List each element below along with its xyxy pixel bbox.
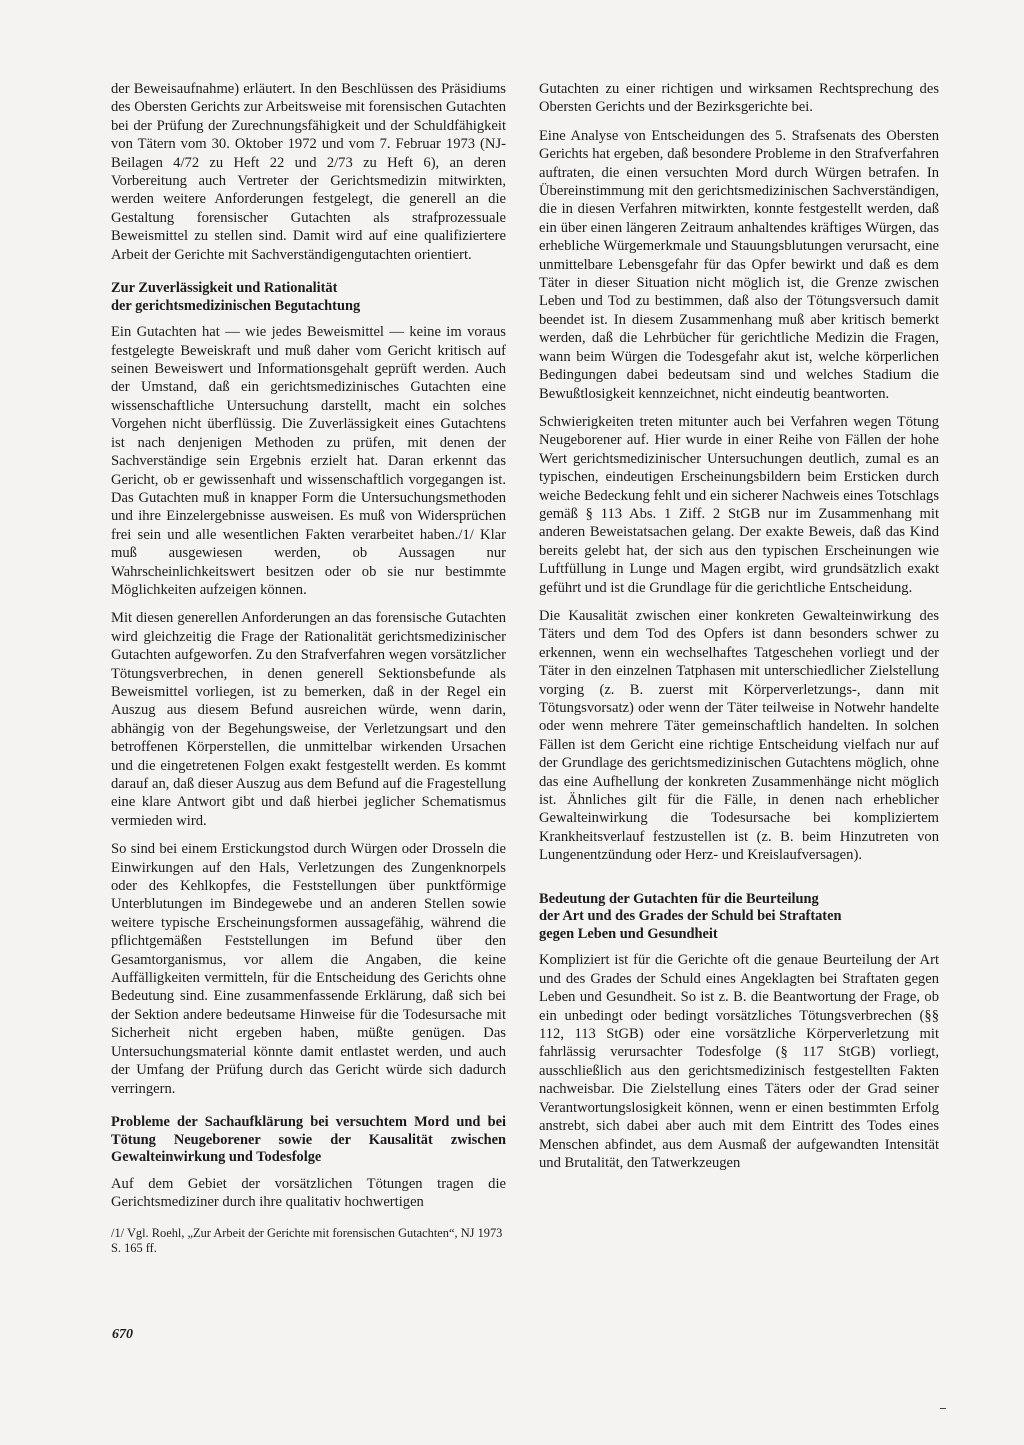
heading-line: gegen Leben und Gesundheit [539,925,718,942]
section-heading [539,891,939,944]
heading-line: Zur Zuverlässigkeit und Rationalität [111,280,338,297]
section-heading [111,280,506,315]
paragraph: Schwierigkeiten treten mitunter auch bei Verfahren wegen Tötung Neugeborener auf. Hier wurde in einer Reihe von Fällen der hohe Wert gerichtsmedizinischer Untersuchungen deutlich, zumal es an typischen, eindeutigen Erscheinungsbildern beim Ersticken durch weiche Bedeckung fehlt und ein sicherer Nachweis eines Totschlags gemäß § 113 Abs. 1 Ziff. 2 StGB nur im Zusammenhang mit anderen Beweistatsachen gelang. Der exakte Beweis, daß das Kind bereits gelebt hat, der sich aus den typischen Erscheinungen wie Luftfüllung in Lunge und Magen ergibt, wird grundsätzlich exakt geführt und ist die Grundlage für die gerichtliche Entscheidung. [539,413,939,596]
heading-line: der Art und des Grades der Schuld bei Straftaten [539,908,842,925]
print-mark [940,1408,946,1409]
footnote: /1/ Vgl. Roehl, „Zur Arbeit der Gerichte mit forensischen Gutachten“, NJ 1973 S. 165 ff. [111,1225,503,1255]
section-heading: Probleme der Sachaufklärung bei versuchtem Mord und bei Tötung Neugeborener sowie der Kausalität zwischen Gewalteinwirkung und Todesfolge [111,1113,506,1166]
paragraph: Gutachten zu einer richtigen und wirksamen Rechtsprechung des Obersten Gerichts und der Bezirksgerichte bei. [539,81,939,116]
paragraph: der Beweisaufnahme) erläutert. In den Beschlüssen des Präsidiums des Obersten Gerichts zur Arbeitsweise mit forensischen Gutachten bei der Prüfung der Zurechnungsfähigkeit und der Schuldfähigkeit von Tätern vom 30. Oktober 1972 und vom 7. Februar 1973 (NJ-Beilagen 4/72 zu Heft 22 und 2/73 zu Heft 6), an deren Vorbereitung auch Vertreter der Gerichtsmedizin mitwirkten, werden weitere Anforderungen festgelegt, die generell an die Gestaltung forensischer Gutachten als strafprozessuale Beweismittel zu stellen sind. Damit wird auf eine qualifiziertere Arbeit der Gerichte mit Sachverständigengutachten orientiert. [111,81,506,263]
paragraph: Ein Gutachten hat — wie jedes Beweismittel — keine im voraus festgelegte Beweiskraft und muß daher vom Gericht kritisch auf seinen Beweiswert und Informationsgehalt geprüft werden. Auch der Umstand, daß ein gerichtsmedizinisches Gutachten eine wissenschaftliche Untersuchung darstellt, macht ein solches Vorgehen nicht überflüssig. Die Zuverlässigkeit eines Gutachtens ist nach denjenigen Methoden zu prüfen, mit denen der Sachverständige sein Ergebnis erzielt hat. Daran erkennt das Gericht, ob er gewissenhaft und wissenschaftlich vorgegangen ist. Das Gutachten muß in knapper Form die Untersuchungsmethoden und ihre Einzelergebnisse ausweisen. Es muß von Widersprüchen frei sein und alle wesentlichen Fakten verarbeitet haben./1/ Klar muß ausgewiesen werden, ob Aussagen nur Wahrscheinlichkeitswert besitzen oder ob sie nur bestimmte Möglichkeiten aufzeigen können. [111,324,506,598]
right-column [539,80,939,1182]
paragraph: Die Kausalität zwischen einer konkreten Gewalteinwirkung des Täters und dem Tod des Opfers ist dann besonders schwer zu erkennen, wenn ein wechselhaftes Tatgeschehen vorliegt und der Täter in den einzelnen Tatphasen mit unterschiedlicher Zielstellung vorging (z. B. zuerst mit Körperverletzungs-, dann mit Tötungsvorsatz) oder wenn der Täter teilweise in Notwehr handelte oder wenn mehrere Täter gemeinschaftlich handelten. In solchen Fällen ist dem Gericht eine richtige Entscheidung vielfach nur auf der Grundlage des gerichtsmedizinischen Gutachtens möglich, ohne das eine Aufhellung der konkreten Zusammenhänge nicht möglich ist. Ähnliches gilt für die Fälle, in denen nach erheblicher Gewalteinwirkung die Todesursache bei kompliziertem Krankheitsverlauf festzustellen ist (z. B. beim Hinzutreten von Lungenentzündung oder Herz- und Kreislaufversagen). [539,607,939,864]
heading-line: der gerichtsmedizinischen Begutachtung [111,297,361,314]
paragraph: Mit diesen generellen Anforderungen an das forensische Gutachten wird gleichzeitig die Frage der Rationalität gerichtsmedizinischer Gutachten aufgeworfen. Zu den Strafverfahren wegen vorsätzlicher Tötungsverbrechen, in denen generell Sektionsbefunde als Beweismittel vorliegen, ist zu bemerken, daß in der Regel ein Auszug aus diesem Befund ausreichen würde, wenn darin, abhängig von der Begehungsweise, der Verletzungsart und den betroffenen Körperstellen, die unmittelbar wirkenden Ursachen und die eingetretenen Folgen exakt festgestellt werden. Es kommt darauf an, daß dieser Auszug aus dem Befund auf die Fragestellung eine klare Antwort gibt und daß hierbei jeglicher Schematismus vermieden wird. [111,610,506,829]
paragraph: Eine Analyse von Entscheidungen des 5. Strafsenats des Obersten Gerichts hat ergeben, daß besondere Probleme in den Strafverfahren auftraten, die einen versuchten Mord durch Würgen betrafen. In Übereinstimmung mit den gerichtsmedizinischen Sachverständigen, die in diesen Verfahren mitwirkten, konnte festgestellt werden, daß ein über einen längeren Zeitraum anhaltendes kräftiges Würgen, das erhebliche Würgemerkmale und Stauungsblutungen verursacht, eine unmittelbare Lebensgefahr für das Opfer bewirkt und daß es dem Täter in dieser Situation nicht möglich ist, die Grenze zwischen Leben und Tod zu bestimmen, daß also der Tötungsversuch damit beendet ist. In diesem Zusammenhang muß aber kritisch bemerkt werden, daß die Lehrbücher für gerichtliche Medizin die Fragen, wann beim Würgen die Todesgefahr akut ist, welche körperlichen Bedingungen dabei bedeutsam sind und welches Stadium die Bewußtlosigkeit kennzeichnet, nicht eindeutig beantworten. [539,127,939,402]
paragraph: Kompliziert ist für die Gerichte oft die genaue Beurteilung der Art und des Grades der Schuld eines Angeklagten bei Straftaten gegen Leben und Gesundheit. So ist z. B. die Beantwortung der Frage, ob ein unbedingt oder bedingt vorsätzliches Tötungsverbrechen (§§ 112, 113 StGB) oder eine vorsätzliche Körperverletzung mit fahrlässig verursachter Todesfolge (§ 117 StGB) vorliegt, ausschließlich aus den gerichtsmedizinisch festgestellten Fakten nachweisbar. Die Zielstellung eines Täters oder der Grad seiner Verantwortungslosigkeit können, wenn er einen bestimmten Erfolg anstrebt, sich dabei aber auch mit dem Eintritt des Todes eines Menschen abfindet, aus dem Ausmaß der aufgewandten Intensität und Brutalität, den Tatwerkzeugen [539,952,939,1171]
paragraph: Auf dem Gebiet der vorsätzlichen Tötungen tragen die Gerichtsmediziner durch ihre qualitativ hochwertigen [111,1175,506,1211]
heading-line: Bedeutung der Gutachten für die Beurteilung [539,890,819,907]
paragraph: So sind bei einem Erstickungstod durch Würgen oder Drosseln die Einwirkungen auf den Hals, Verletzungen des Zungenknorpels oder des Kehlkopfes, die Feststellungen über punktförmige Unterblutungen im Bindegewebe und an anderen Stellen sowie weitere typische Erscheinungsformen aussagefähig, während die pflichtgemäßen Feststellungen im Befund über den Gesamtorganismus, vor allem die Angaben, die keine Auffälligkeiten vermitteln, für die Entscheidung des Gerichts ohne Bedeutung sind. Eine zusammenfassende Erklärung, daß sich bei der Sektion andere bedeutsame Hinweise für die Todesursache mit Sicherheit nicht ergeben haben, müßte genügen. Das Untersuchungsmaterial könnte damit entlastet werden, und auch der Umfang der Prüfung durch das Gericht würde sich dadurch verringern. [111,841,506,1097]
left-column [111,80,506,1256]
page-number: 670 [112,1327,133,1342]
